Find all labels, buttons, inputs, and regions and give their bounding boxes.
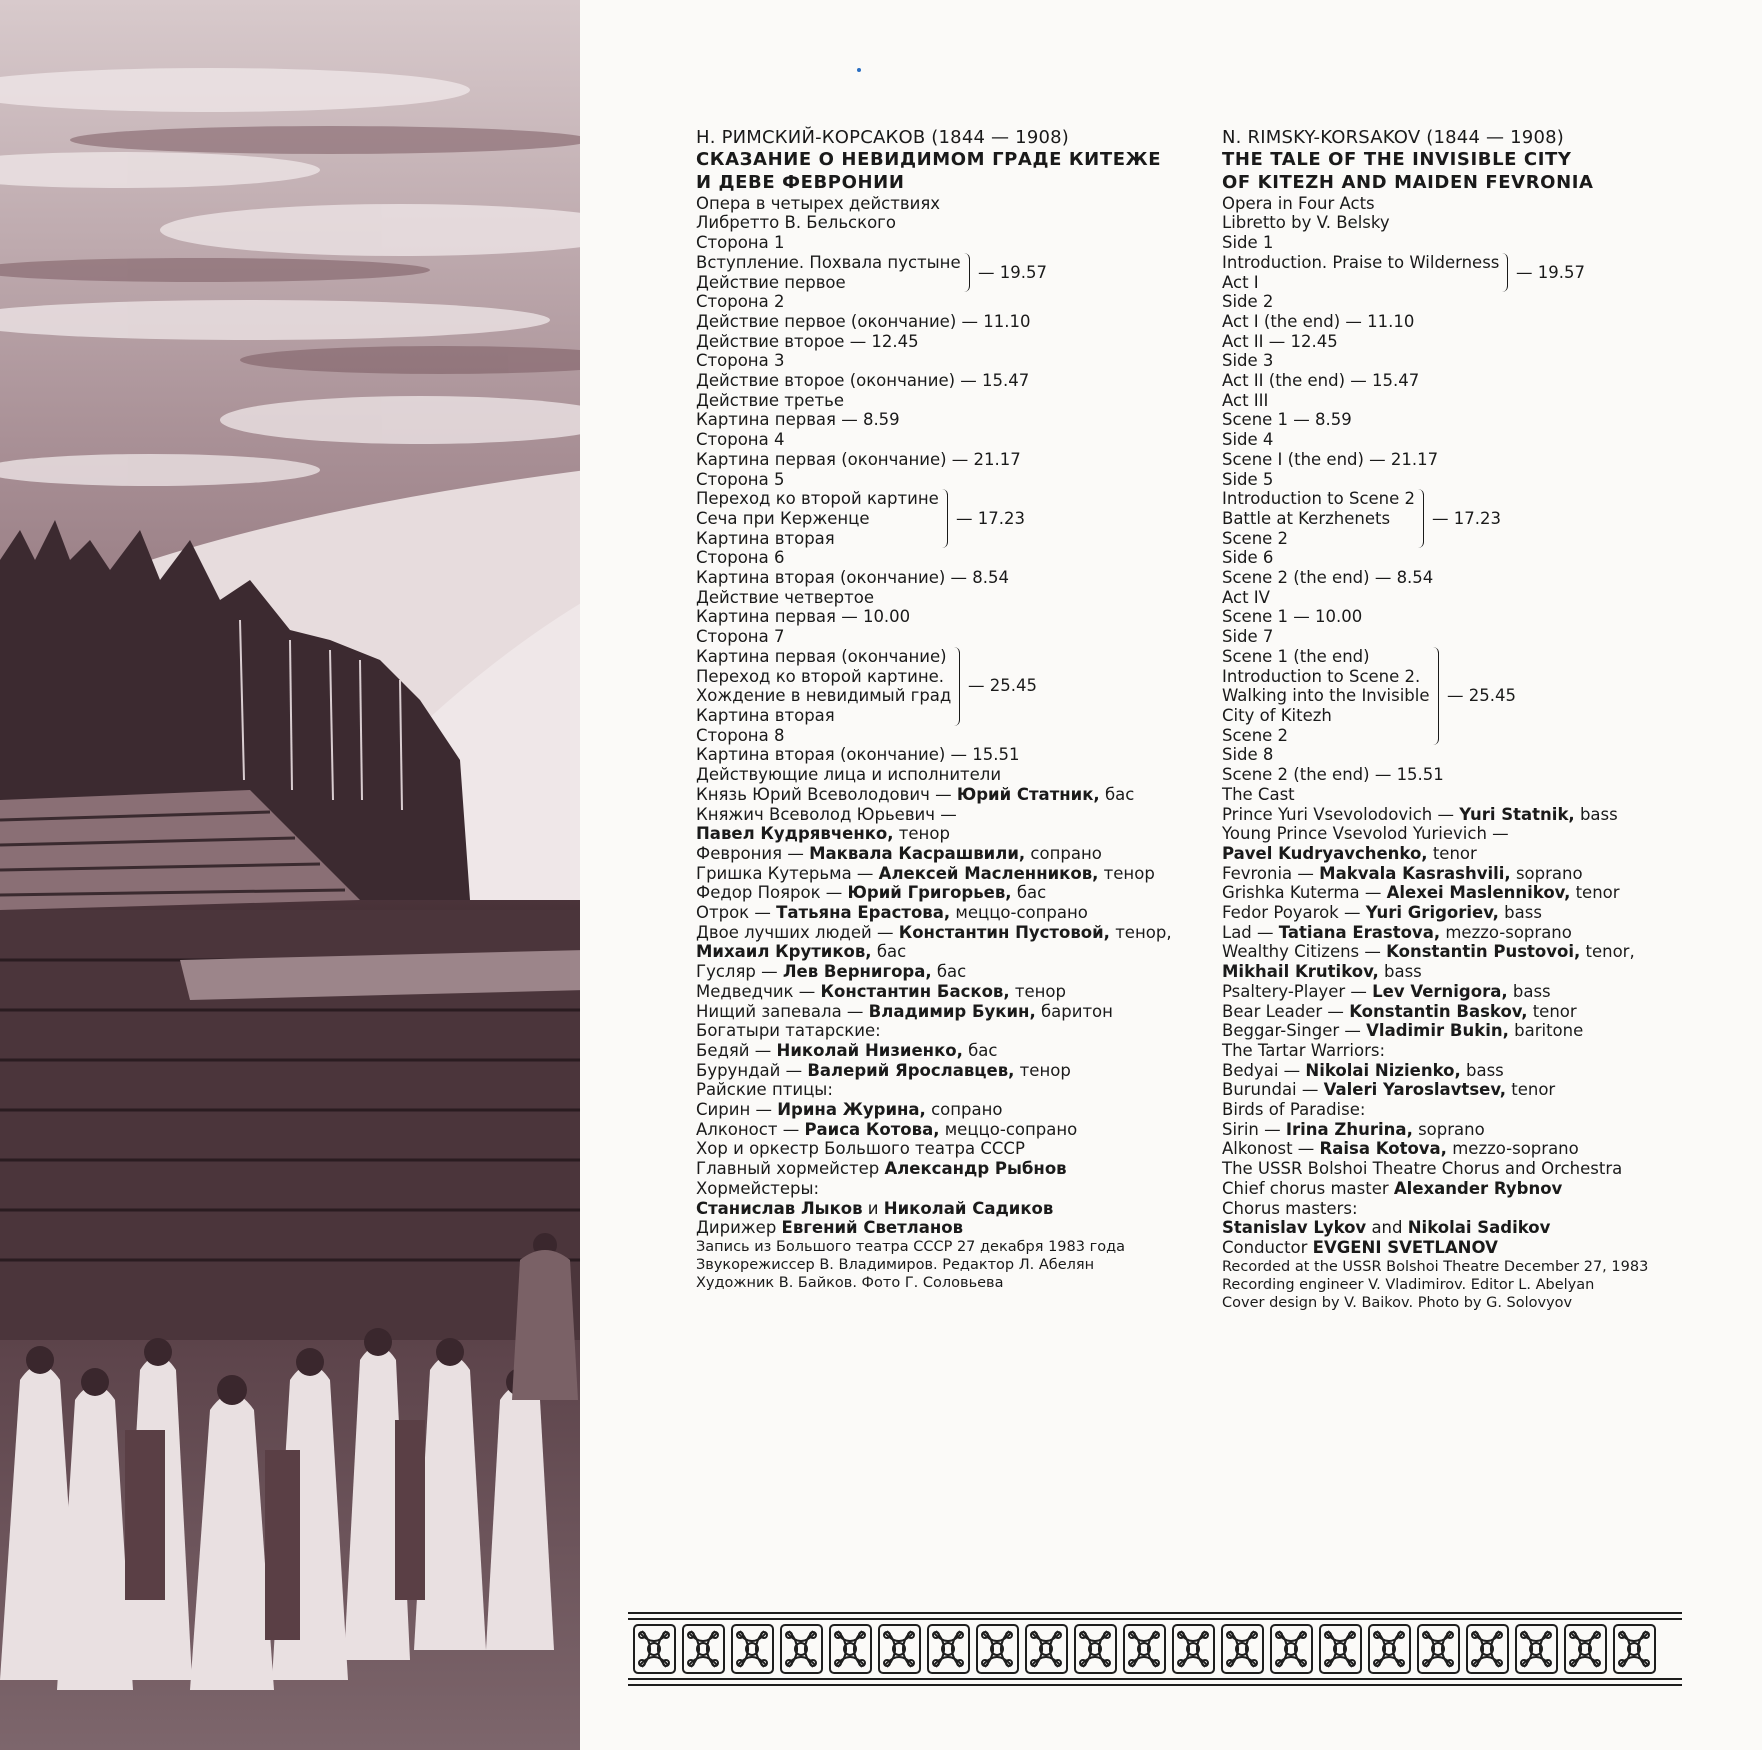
track-group-time: — 25.45 <box>1447 686 1516 706</box>
en-conductor: Conductor EVGENI SVETLANOV <box>1222 1237 1498 1257</box>
cast-voice: сопрано <box>1025 843 1102 863</box>
cast-row <box>1222 864 1722 884</box>
ornament-bottom-rule-inner <box>628 1678 1682 1680</box>
knot-tile-icon <box>977 1625 1018 1673</box>
cast-voice: soprano <box>1510 863 1583 883</box>
cast-name: Татьяна Ерастова, <box>776 903 951 923</box>
side-label: Side 6 <box>1222 548 1274 568</box>
side-label: Сторона 1 <box>696 233 785 253</box>
ru-cast-list <box>696 784 1172 1021</box>
cast-voice: mezzo-soprano <box>1440 922 1572 942</box>
track-group <box>1222 489 1722 548</box>
knot-tile-icon <box>1467 1625 1508 1673</box>
track-line: Действие второе (окончание) — 15.47 <box>696 371 1030 391</box>
cast-row <box>1222 844 1722 864</box>
knot-tile-icon <box>1124 1625 1165 1673</box>
cast-row <box>1222 962 1722 982</box>
cast-voice: тенор <box>1098 863 1155 883</box>
cast-name: Makvala Kasrashvili, <box>1319 863 1511 883</box>
cast-row <box>696 864 1166 884</box>
ru-tartar-list <box>696 1041 1166 1080</box>
stage-photo <box>0 0 586 1750</box>
side-label: Сторона 4 <box>696 430 785 450</box>
track-line: City of Kitezh <box>1222 705 1332 725</box>
track-line: Scene 2 <box>1222 528 1289 548</box>
cast-voice: баритон <box>1035 1001 1113 1021</box>
cast-voice: тенор <box>1009 981 1066 1001</box>
ru-recorded: Запись из Большого театра СССР 27 декабря 1983 года <box>696 1238 1125 1255</box>
cast-row <box>1222 805 1722 825</box>
cast-row <box>696 1041 1166 1061</box>
cast-voice: тенор <box>1014 1060 1071 1080</box>
cast-role: Бурундай — <box>696 1060 808 1080</box>
cast-row <box>1222 1002 1722 1022</box>
cast-name: Валерий Ярославцев, <box>807 1060 1015 1080</box>
track-group-lines <box>1222 253 1499 292</box>
knot-tile-icon <box>683 1625 724 1673</box>
knot-tile-icon <box>1565 1625 1606 1673</box>
cast-voice: меццо-сопрано <box>939 1119 1078 1139</box>
english-column <box>1222 128 1722 1312</box>
brace-wrap <box>953 647 1037 726</box>
cast-row <box>1222 942 1722 962</box>
ru-masters-label: Хормейстеры: <box>696 1178 820 1198</box>
track-group <box>1222 647 1722 746</box>
cast-role: Алконост — <box>696 1119 805 1139</box>
cast-name: Yuri Statnik, <box>1459 804 1575 824</box>
cast-voice: бас <box>962 1040 998 1060</box>
cast-role: Гришка Кутерьма — <box>696 863 879 883</box>
cast-role: Prince Yuri Vsevolodovich — <box>1222 804 1460 824</box>
en-chorus: The USSR Bolshoi Theatre Chorus and Orchestra <box>1222 1159 1623 1179</box>
side-label: Side 1 <box>1222 233 1274 253</box>
cast-name: Алексей Масленников, <box>878 863 1099 883</box>
track-line: Картина первая (окончание) <box>696 646 947 666</box>
cast-name: Павел Кудрявченко, <box>696 824 894 844</box>
knot-tile-icon <box>1271 1625 1312 1673</box>
brace-icon <box>1417 489 1424 548</box>
track-line: Действие первое <box>696 272 846 292</box>
cast-row <box>696 785 1166 805</box>
cast-name: Ирина Журина, <box>777 1100 926 1120</box>
cast-row <box>1222 1061 1722 1081</box>
track-line: Переход ко второй картине <box>696 489 939 509</box>
track-line: Scene 1 — 10.00 <box>1222 607 1363 627</box>
en-recorded: Recorded at the USSR Bolshoi Theatre December 27, 1983 <box>1222 1258 1649 1275</box>
track-line: Картина первая — 10.00 <box>696 607 911 627</box>
ru-masters: Станислав Лыков и Николай Садиков <box>696 1198 1054 1218</box>
side-label: Side 3 <box>1222 351 1274 371</box>
knot-tile-icon <box>1222 1625 1263 1673</box>
cast-row <box>1222 1021 1722 1041</box>
knot-tile-icon <box>732 1625 773 1673</box>
track-group-lines <box>696 647 951 726</box>
cast-row <box>696 1061 1166 1081</box>
side-label: Side 4 <box>1222 430 1274 450</box>
stage-photo-image <box>0 0 586 1750</box>
track-group-lines <box>1222 489 1415 548</box>
cast-role: Fevronia — <box>1222 863 1320 883</box>
knot-tile-icon <box>1418 1625 1459 1673</box>
en-subtitle: Opera in Four Acts <box>1222 193 1375 213</box>
brace-icon <box>953 647 960 726</box>
cast-name: Юрий Григорьев, <box>847 883 1012 903</box>
track-group <box>1222 253 1722 292</box>
ru-credits-2: Художник В. Байков. Фото Г. Соловьева <box>696 1274 1004 1291</box>
ru-cast-heading: Действующие лица и исполнители <box>696 765 1002 785</box>
cast-row <box>696 982 1166 1002</box>
en-composer: N. RIMSKY-KORSAKOV (1844 — 1908) <box>1222 127 1564 148</box>
track-line: Действие второе — 12.45 <box>696 331 919 351</box>
russian-column <box>696 127 1172 1292</box>
side-label: Сторона 3 <box>696 351 785 371</box>
cast-row <box>1222 1080 1722 1100</box>
cast-role: Bear Leader — <box>1222 1001 1350 1021</box>
cast-voice: tenor, <box>1580 942 1635 962</box>
ru-subtitle: Опера в четырех действиях <box>696 193 941 213</box>
cast-voice: bass <box>1378 962 1422 982</box>
brace-wrap <box>1501 253 1585 292</box>
track-line: Act IV <box>1222 587 1270 607</box>
blue-dot-mark <box>857 68 861 72</box>
track-line: Сеча при Керженце <box>696 508 870 528</box>
side-label: Сторона 5 <box>696 469 785 489</box>
en-chief-master: Chief chorus master Alexander Rybnov <box>1222 1178 1563 1198</box>
cast-row <box>696 922 1172 943</box>
en-cast-list <box>1222 805 1722 1041</box>
track-line: Scene 2 <box>1222 725 1289 745</box>
track-line: Действие четвертое <box>696 587 875 607</box>
ru-chorus: Хор и оркестр Большого театра СССР <box>696 1139 1025 1159</box>
track-line: Переход ко второй картине. <box>696 666 945 686</box>
ru-side-list <box>696 233 1166 765</box>
cast-row <box>1222 903 1722 923</box>
cast-role: Двое лучших людей — <box>696 922 899 942</box>
cast-role: Grishka Kuterma — <box>1222 883 1387 903</box>
cast-role: Sirin — <box>1222 1119 1286 1139</box>
cast-role: Alkonost — <box>1222 1139 1320 1159</box>
track-group <box>696 489 1166 548</box>
track-group-lines <box>1222 647 1430 746</box>
brace-icon <box>941 489 948 548</box>
knot-tile-icon <box>1614 1625 1655 1673</box>
cast-name: Pavel Kudryavchenko, <box>1222 843 1428 863</box>
en-masters-label: Chorus masters: <box>1222 1198 1358 1218</box>
track-line: Act I <box>1222 272 1259 292</box>
cast-voice: бас <box>1011 883 1047 903</box>
track-line: Картина вторая <box>696 528 835 548</box>
track-line: Walking into the Invisible <box>1222 686 1430 706</box>
en-libretto: Libretto by V. Belsky <box>1222 213 1390 233</box>
cast-row <box>696 1100 1166 1120</box>
cast-name: Юрий Статник, <box>956 784 1100 804</box>
cast-voice: tenor <box>1506 1080 1556 1100</box>
track-line: Introduction to Scene 2 <box>1222 489 1416 509</box>
ornament-top-rule <box>628 1612 1682 1614</box>
ru-credits-1: Звукорежиссер В. Владимиров. Редактор Л. Абелян <box>696 1256 1095 1273</box>
cast-voice: soprano <box>1412 1119 1485 1139</box>
cast-name: Konstantin Pustovoi, <box>1386 942 1581 962</box>
knot-tile-icon <box>634 1625 675 1673</box>
en-side-list <box>1222 233 1722 785</box>
brace-icon <box>1432 647 1439 746</box>
track-line: Scene I (the end) — 21.17 <box>1222 449 1439 469</box>
brace-wrap <box>963 253 1047 292</box>
ornament-bottom-rule <box>628 1684 1682 1686</box>
cast-role: Burundai — <box>1222 1080 1324 1100</box>
track-line: Act III <box>1222 390 1269 410</box>
track-line: Вступление. Похвала пустыне <box>696 252 961 272</box>
track-line: Действие третье <box>696 390 845 410</box>
knot-tile-icon <box>928 1625 969 1673</box>
knot-tile-icon <box>1173 1625 1214 1673</box>
brace-wrap <box>1432 647 1516 746</box>
cast-voice: bass <box>1507 981 1551 1001</box>
en-masters: Stanislav Lykov and Nikolai Sadikov <box>1222 1218 1551 1238</box>
cast-name: Irina Zhurina, <box>1285 1119 1413 1139</box>
knot-tile-icon <box>1320 1625 1361 1673</box>
cast-row <box>696 883 1166 903</box>
cast-voice: tenor <box>1570 883 1620 903</box>
track-line: Картина первая — 8.59 <box>696 410 900 430</box>
ru-birds-heading: Райские птицы: <box>696 1080 833 1100</box>
cast-role: Bedyai — <box>1222 1060 1306 1080</box>
cast-name: Tatiana Erastova, <box>1278 922 1441 942</box>
track-group-time: — 17.23 <box>956 508 1025 528</box>
cast-row <box>696 942 1166 962</box>
knot-tile-icon <box>830 1625 871 1673</box>
track-line: Introduction to Scene 2. <box>1222 666 1421 686</box>
brace-wrap <box>941 489 1025 548</box>
cast-name: Маквала Касрашвили, <box>809 843 1026 863</box>
cast-voice: tenor <box>1527 1001 1577 1021</box>
cast-row <box>696 844 1166 864</box>
cast-name: Николай Низиенко, <box>776 1040 963 1060</box>
side-label: Side 5 <box>1222 469 1274 489</box>
en-birds-heading: Birds of Paradise: <box>1222 1100 1366 1120</box>
track-line: Act I (the end) — 11.10 <box>1222 311 1415 331</box>
ornament-border <box>628 1612 1682 1686</box>
en-title-line-1: THE TALE OF THE INVISIBLE CITY <box>1222 148 1572 170</box>
en-tartar-list <box>1222 1061 1722 1100</box>
cast-voice: меццо-сопрано <box>950 903 1088 923</box>
track-group-lines <box>696 253 961 292</box>
track-group-lines <box>696 489 939 548</box>
cast-role: Князь Юрий Всеволодович — <box>696 784 957 804</box>
cast-name: Константин Басков, <box>820 981 1010 1001</box>
ru-conductor: Дирижер Евгений Светланов <box>696 1218 964 1238</box>
cast-row <box>696 903 1166 923</box>
cast-name: Константин Пустовой, <box>898 922 1110 942</box>
track-line: Scene 2 (the end) — 15.51 <box>1222 765 1444 785</box>
side-label: Side 2 <box>1222 292 1274 312</box>
cast-role: Феврония — <box>696 843 810 863</box>
cast-role: Psaltery-Player — <box>1222 981 1373 1001</box>
brace-wrap <box>1417 489 1501 548</box>
cast-voice: bass <box>1460 1060 1504 1080</box>
cast-role: Beggar-Singer — <box>1222 1021 1367 1041</box>
cast-role: Федор Поярок — <box>696 883 848 903</box>
cast-role: Сирин — <box>696 1100 778 1120</box>
cast-role: Отрок — <box>696 903 777 923</box>
track-line: Хождение в невидимый град <box>696 686 952 706</box>
track-line: Act II — 12.45 <box>1222 331 1338 351</box>
track-line: Scene 1 (the end) <box>1222 646 1370 666</box>
ru-tartar-heading: Богатыри татарские: <box>696 1021 881 1041</box>
cast-row <box>696 1002 1166 1022</box>
cast-row <box>1222 1139 1722 1159</box>
knot-tile-icon <box>1369 1625 1410 1673</box>
en-tartar-heading: The Tartar Warriors: <box>1222 1040 1386 1060</box>
cast-name: Lev Vernigora, <box>1372 981 1508 1001</box>
cast-name: Vladimir Bukin, <box>1366 1021 1509 1041</box>
cast-name: Mikhail Krutikov, <box>1222 962 1379 982</box>
cast-row <box>1222 923 1722 943</box>
cast-role: Гусляр — <box>696 962 783 982</box>
track-line: Картина вторая (окончание) — 8.54 <box>696 568 1010 588</box>
cast-voice: tenor <box>1427 843 1477 863</box>
en-credits-2: Cover design by V. Baikov. Photo by G. Solovyov <box>1222 1294 1573 1311</box>
knot-tile-icon <box>879 1625 920 1673</box>
knot-tile-icon <box>1075 1625 1116 1673</box>
track-line: Картина вторая <box>696 705 835 725</box>
side-label: Сторона 6 <box>696 548 785 568</box>
cast-row <box>1222 883 1722 903</box>
side-label: Side 8 <box>1222 745 1274 765</box>
cast-role: Young Prince Vsevolod Yurievich — <box>1222 824 1509 844</box>
ru-birds-list <box>696 1100 1166 1139</box>
track-group <box>696 253 1166 292</box>
cast-voice: бас <box>931 962 967 982</box>
cast-row <box>1222 824 1722 844</box>
cast-role: Wealthy Citizens — <box>1222 942 1387 962</box>
cast-voice: бас <box>1099 784 1135 804</box>
track-line: Картина вторая (окончание) — 15.51 <box>696 745 1020 765</box>
cast-role: Медведчик — <box>696 981 821 1001</box>
cast-name: Valeri Yaroslavtsev, <box>1323 1080 1507 1100</box>
cast-row <box>1222 1120 1722 1140</box>
cast-voice: mezzo-soprano <box>1446 1139 1579 1159</box>
track-line: Scene 2 (the end) — 8.54 <box>1222 568 1434 588</box>
knot-tile-icon <box>1516 1625 1557 1673</box>
cast-name: Лев Вернигора, <box>782 962 932 982</box>
ru-title-line-2: И ДЕВЕ ФЕВРОНИИ <box>696 171 905 193</box>
ru-libretto: Либретто В. Бельского <box>696 213 896 233</box>
cast-name: Nikolai Nizienko, <box>1305 1060 1461 1080</box>
cast-voice: bass <box>1498 903 1542 923</box>
side-label: Side 7 <box>1222 627 1274 647</box>
track-group-time: — 25.45 <box>968 676 1037 696</box>
cast-row <box>696 962 1166 982</box>
track-group-time: — 19.57 <box>1516 262 1585 282</box>
ru-title-line-1: СКАЗАНИЕ О НЕВИДИМОМ ГРАДЕ КИТЕЖЕ <box>696 148 1162 170</box>
track-line: Introduction. Praise to Wilderness <box>1222 252 1500 272</box>
cast-role: Fedor Poyarok — <box>1222 903 1366 923</box>
track-line: Battle at Kerzhenets <box>1222 508 1391 528</box>
cast-voice: тенор, <box>1109 922 1172 942</box>
track-group-time: — 17.23 <box>1432 508 1501 528</box>
cast-name: Alexei Maslennikov, <box>1386 883 1571 903</box>
cast-voice: бас <box>871 942 907 962</box>
track-line: Scene 1 — 8.59 <box>1222 410 1352 430</box>
cast-role: Княжич Всеволод Юрьевич — <box>696 804 957 824</box>
cast-row <box>696 805 1166 825</box>
cast-voice: baritone <box>1508 1021 1584 1041</box>
cast-voice: bass <box>1574 804 1618 824</box>
cast-name: Раиса Котова, <box>804 1119 940 1139</box>
ru-chief-master: Главный хормейстер Александр Рыбнов <box>696 1159 1067 1179</box>
brace-icon <box>963 253 970 292</box>
track-group <box>696 647 1166 726</box>
cast-row <box>696 824 1166 844</box>
track-line: Действие первое (окончание) — 11.10 <box>696 311 1031 331</box>
cast-voice: сопрано <box>925 1100 1003 1120</box>
side-label: Сторона 7 <box>696 627 785 647</box>
side-label: Сторона 2 <box>696 292 785 312</box>
track-line: Act II (the end) — 15.47 <box>1222 371 1420 391</box>
en-title-line-2: OF KITEZH AND MAIDEN FEVRONIA <box>1222 171 1594 193</box>
en-credits-1: Recording engineer V. Vladimirov. Editor L. Abelyan <box>1222 1276 1595 1293</box>
cast-role: Бедяй — <box>696 1040 777 1060</box>
side-label: Сторона 8 <box>696 725 785 745</box>
cast-row <box>696 1120 1166 1140</box>
cast-role: Lad — <box>1222 922 1279 942</box>
cast-role: Нищий запевала — <box>696 1001 869 1021</box>
cast-row <box>1222 982 1722 1002</box>
ru-composer: Н. РИМСКИЙ-КОРСАКОВ (1844 — 1908) <box>696 127 1070 148</box>
cast-name: Владимир Букин, <box>868 1001 1036 1021</box>
cast-voice: тенор <box>893 824 950 844</box>
celtic-knot-icon <box>628 1620 1682 1678</box>
cast-name: Yuri Grigoriev, <box>1365 903 1499 923</box>
track-group-time: — 19.57 <box>978 262 1047 282</box>
knot-tile-icon <box>781 1625 822 1673</box>
track-line: Картина первая (окончание) — 21.17 <box>696 449 1021 469</box>
cast-name: Konstantin Baskov, <box>1349 1001 1528 1021</box>
cast-name: Raisa Kotova, <box>1319 1139 1447 1159</box>
en-cast-heading: The Cast <box>1222 784 1295 804</box>
knot-tile-icon <box>1026 1625 1067 1673</box>
cast-name: Михаил Крутиков, <box>696 942 872 962</box>
brace-icon <box>1501 253 1508 292</box>
en-birds-list <box>1222 1120 1722 1159</box>
